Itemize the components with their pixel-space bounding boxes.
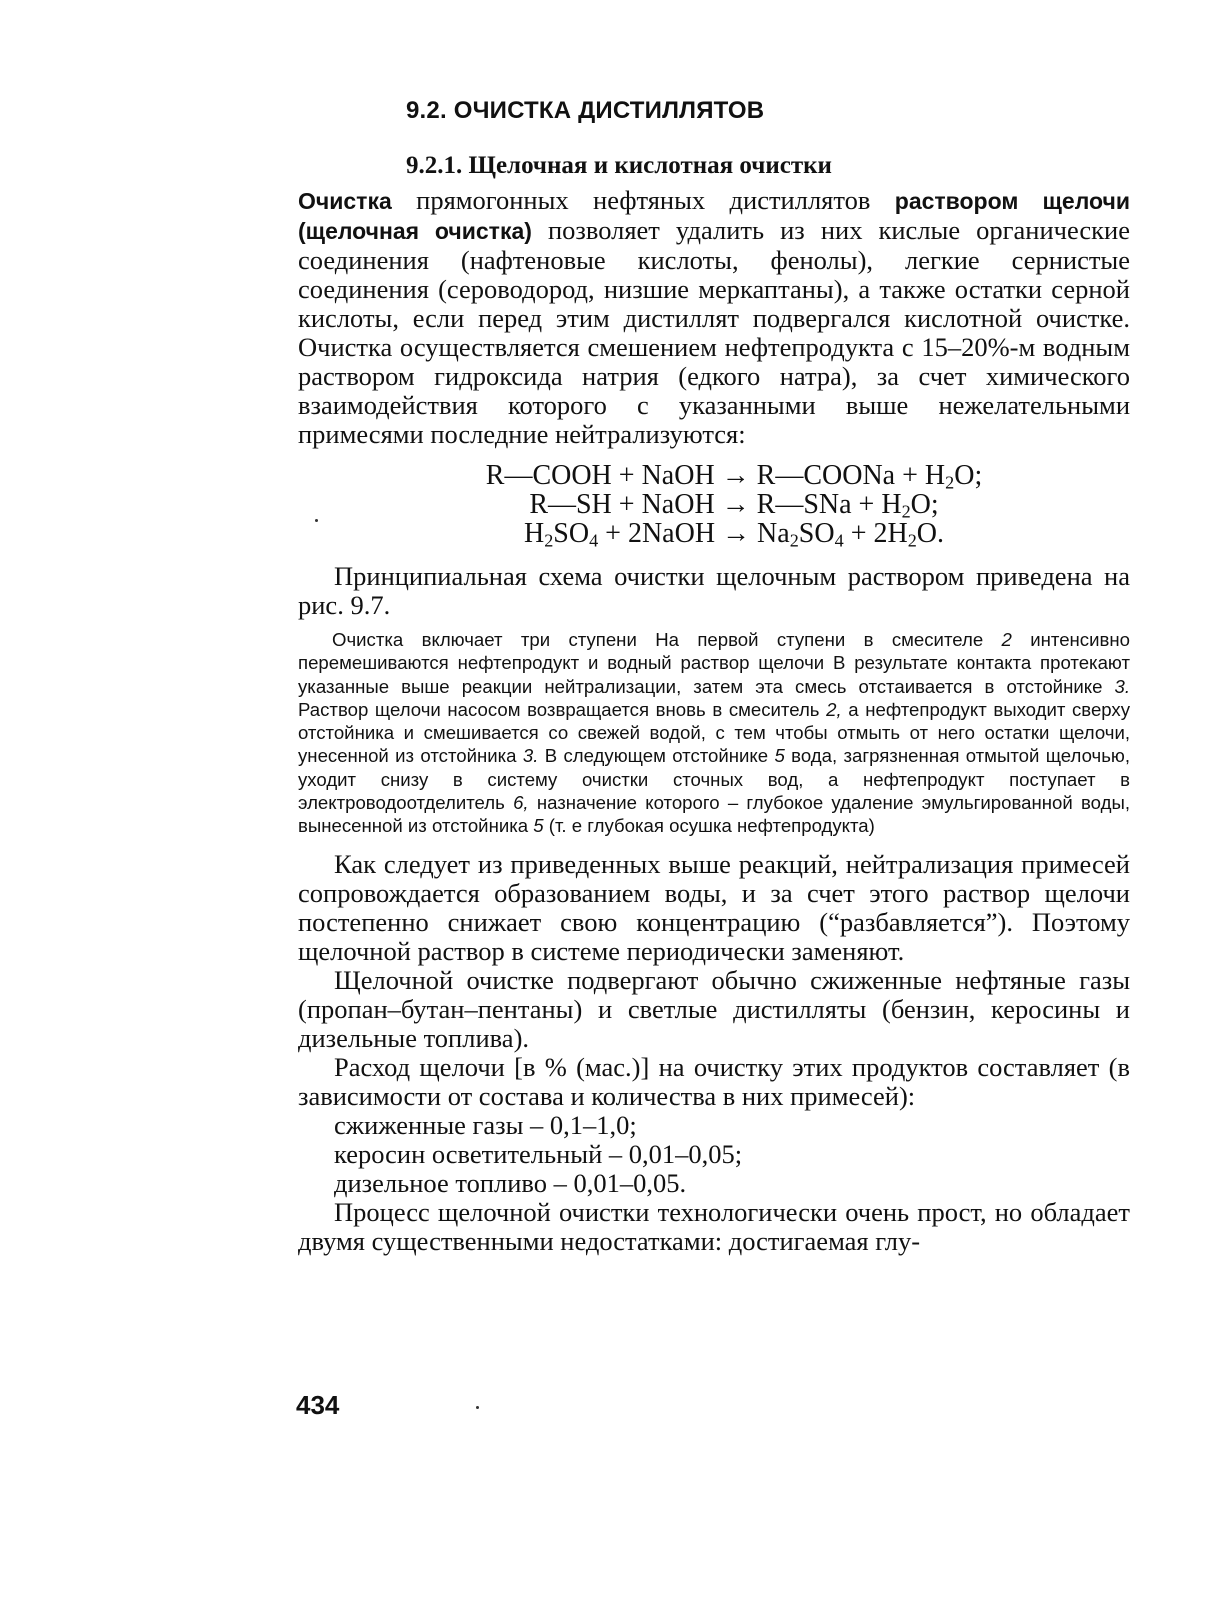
ref-settler-3b: 3.: [522, 745, 539, 767]
small-text-8: (т. е глубокая осушка нефтепродукта): [543, 815, 875, 837]
eq1-sub: 2: [945, 472, 955, 493]
eq2-part-b: O;: [910, 489, 939, 520]
intro-text-1: прямогонных нефтяных дистиллятов: [391, 185, 895, 215]
subsection-title: 9.2.1. Щелочная и кислотная очистки: [406, 152, 832, 179]
ref-mixer-2b: 2,: [826, 698, 842, 720]
process-paragraph: Процесс щелочной очистки технологически очень прост, но обладает двумя существенными недостатками: достигаемая глу-: [298, 1196, 1130, 1256]
page-content: [298, 88, 1130, 1256]
scheme-reference-paragraph: Принципиальная схема очистки щелочным раствором приведена на рис. 9.7.: [298, 561, 1130, 620]
list-item: сжиженные газы – 0,1–1,0;: [334, 1109, 637, 1140]
eq3-part-c: + 2NaOH → Na: [598, 518, 790, 549]
equation-2: [338, 489, 1130, 522]
eq3-sub2: 4: [589, 530, 599, 551]
small-text-1: Очистка включает три ступени На первой ступени в смесителе: [332, 629, 1002, 650]
ref-mixer-2: 2: [1001, 629, 1012, 650]
eq1-part-b: O;: [954, 460, 983, 491]
small-text-3: Раствор щелочи насосом возвращается вновь в смеситель: [298, 698, 827, 720]
eq2-sub: 2: [901, 501, 911, 522]
process-description-small: [298, 628, 1130, 838]
eq3-sub1: 2: [544, 530, 554, 551]
ref-settler-5b: 5: [533, 815, 544, 837]
ref-settler-3: 3.: [1114, 675, 1130, 697]
eq2-part-a: R—SH + NaOH → R—SNa + H: [529, 489, 902, 520]
eq3-sub4: 4: [834, 530, 844, 551]
intro-bold-term: Очистка: [298, 188, 392, 214]
scan-speck: [476, 1406, 479, 1409]
intro-text-2: позволяет удалить из них кислые органические соединения (нафтеновые кислоты, фенолы), легкие сернистые соединения (сероводород, низшие меркаптаны), а также остатки серной кислоты, если перед этим дистиллят подвергался кислотной очистке. Очистка осуществляется смешением нефтепродукта с 15–20%-м водным раствором гидроксида натрия (едкого натра), за счет химического взаимодействия которого с указанными выше нежелательными примесями последние нейтрализуются:: [298, 215, 1130, 449]
list-item: дизельное топливо – 0,01–0,05.: [334, 1167, 687, 1198]
eq3-part-f: O.: [916, 518, 945, 549]
ref-settler-5: 5: [774, 745, 785, 767]
small-text-6: вода, загрязненная отмытой щелочью, уходит снизу в систему очистки сточных вод, а нефтепродукт поступает в электроводоотделитель: [298, 745, 1130, 814]
section-title: 9.2. ОЧИСТКА ДИСТИЛЛЯТОВ: [406, 97, 765, 124]
small-text-7: назначение которого – глубокое удаление эмульгированной воды, вынесенной из отстойника: [298, 792, 1130, 837]
list-item: керосин осветительный – 0,01–0,05;: [334, 1138, 743, 1169]
small-text-2: интенсивно перемешиваются нефтепродукт и водный раствор щелочи В результате контакта протекают указанные выше реакции нейтрализации, затем эта смесь отстаивается в отстойнике: [298, 629, 1130, 697]
intro-bold-method: раствором щелочи (щелочная очистка): [298, 188, 1130, 244]
ref-separator-6: 6,: [513, 792, 529, 814]
eq3-part-e: + 2H: [843, 518, 908, 549]
eq3-part-d: SO: [798, 518, 835, 549]
eq3-part-b: SO: [553, 518, 590, 549]
equation-1: [338, 460, 1130, 493]
application-paragraph: Щелочной очистке подвергают обычно сжиженные нефтяные газы (пропан–бутан–пентаны) и светлые дистилляты (бензин, керосины и дизельные топлива).: [298, 964, 1130, 1053]
eq1-part-a: R—COOH + NaOH → R—COONa + H: [485, 460, 946, 491]
reaction-equations: [338, 460, 1130, 551]
eq3-part-a: H: [523, 518, 545, 549]
equation-3: [338, 518, 1130, 551]
eq3-sub3: 2: [789, 530, 799, 551]
intro-paragraph: [298, 186, 1130, 449]
page-number: 434: [296, 1390, 340, 1420]
eq3-sub5: 2: [907, 530, 917, 551]
scan-speck: [315, 519, 318, 522]
neutralization-paragraph: Как следует из приведенных выше реакций, нейтрализация примесей сопровождается образованием воды, и за счет этого раствор щелочи постепенно снижает свою концентрацию (“разбавляется”). Поэтому щелочной раствор в системе периодически заменяют.: [298, 848, 1130, 966]
small-text-5: В следующем отстойнике: [538, 745, 775, 767]
consumption-paragraph: Расход щелочи [в % (мас.)] на очистку этих продуктов составляет (в зависимости от состава и количества в них примесей):: [298, 1051, 1130, 1111]
small-text-4: а нефтепродукт выходит сверху отстойника и смешивается со свежей водой, с тем чтобы отмыть от него остатки щелочи, унесенной из отстойника: [298, 698, 1131, 767]
